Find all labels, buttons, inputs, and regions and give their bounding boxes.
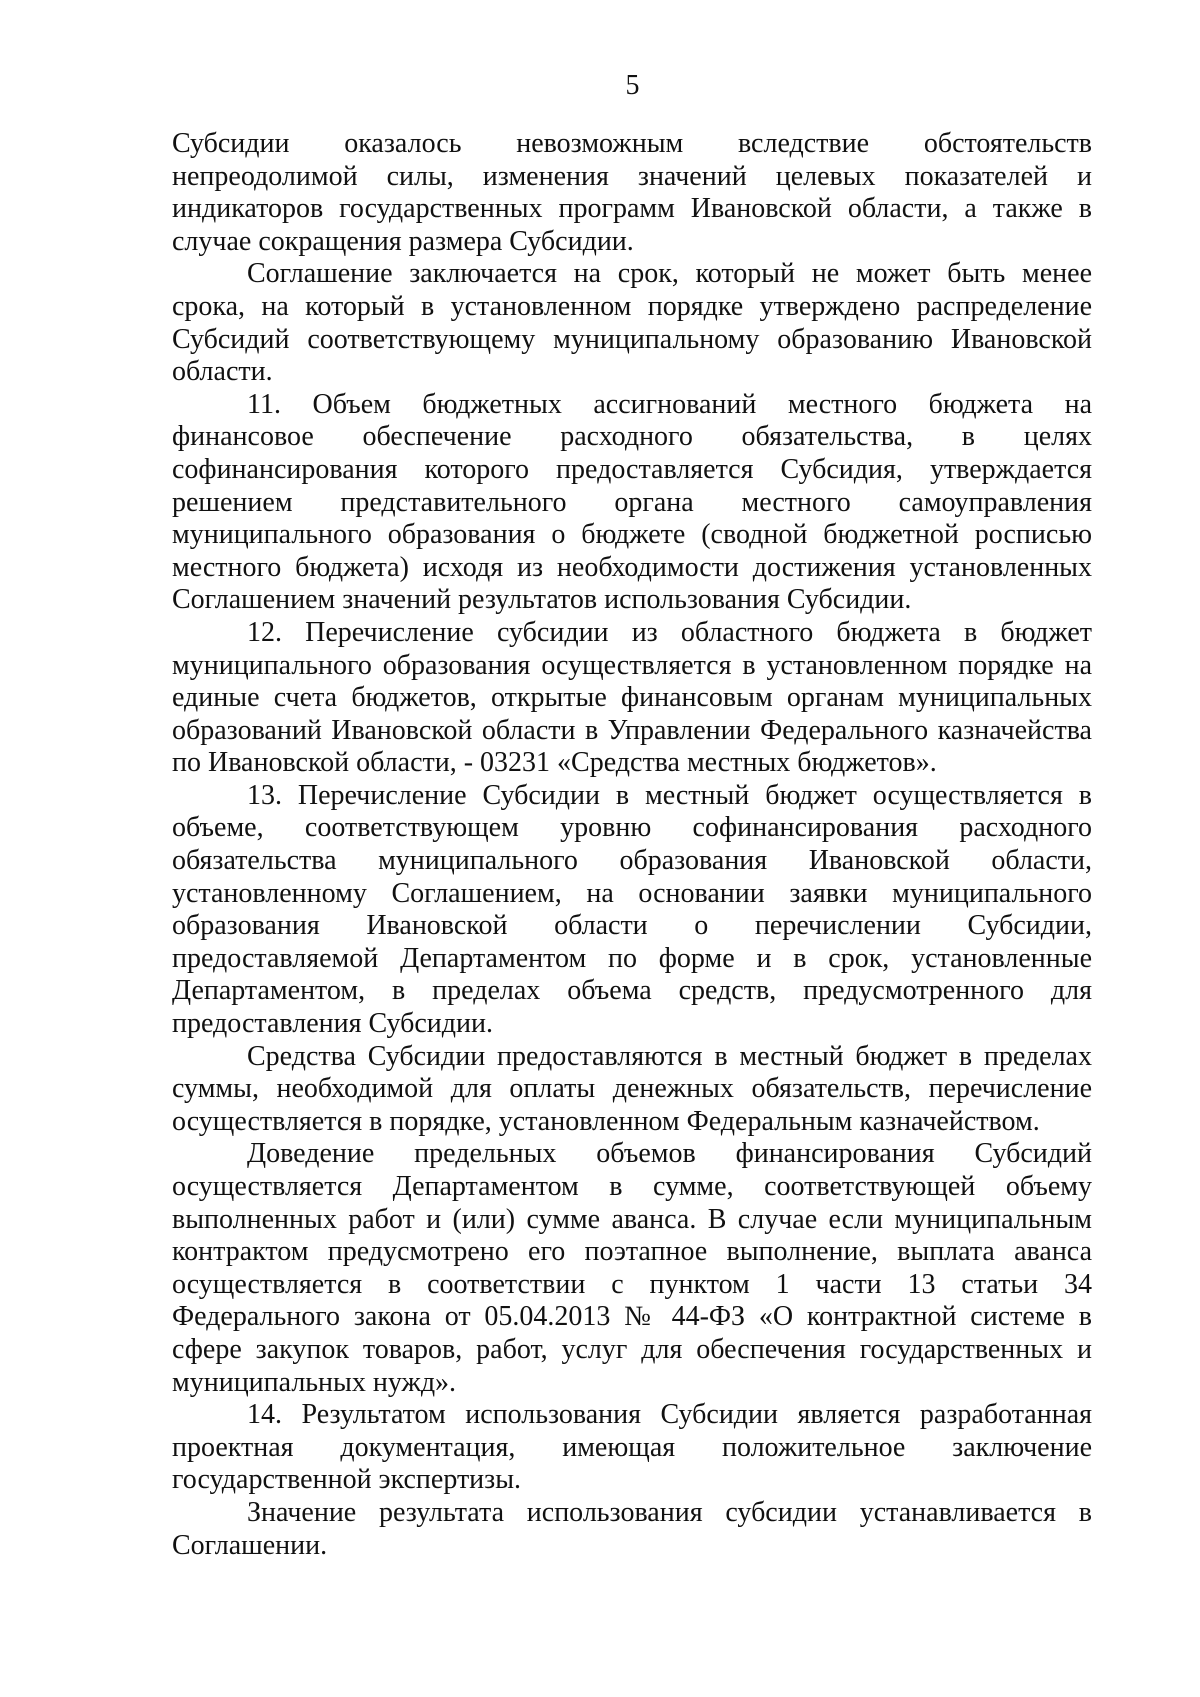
paragraph-clause-12: 12. Перечисление субсидии из областного бюджета в бюджет муниципального образования осуществляется в установленном порядке на единые счета бюджетов, открытые финансовым органам муниципальных образований Ивановской области в Управлении Федерального казначейства по Ивановской области, - 03231 «Средства местных бюджетов». (172, 616, 1092, 779)
paragraph-agreement-term: Соглашение заключается на срок, который не может быть менее срока, на который в установленном порядке утверждено распределение Субсидий соответствующему муниципальному образованию Ивановской области. (172, 258, 1092, 388)
paragraph-clause-13: 13. Перечисление Субсидии в местный бюджет осуществляется в объеме, соответствующем уровню софинансирования расходного обязательства муниципального образования Ивановской области, установленному Соглашением, на основании заявки муниципального образования Ивановской области о перечислении Субсидии, предоставляемой Департаментом по форме и в срок, установленные Департаментом, в пределах объема средств, предусмотренного для предоставления Субсидии. (172, 779, 1092, 1040)
paragraph-continuation: Субсидии оказалось невозможным вследствие обстоятельств непреодолимой силы, изменения значений целевых показателей и индикаторов государственных программ Ивановской области, а также в случае сокращения размера Субсидии. (172, 128, 1092, 257)
paragraph-subsidy-funds: Средства Субсидии предоставляются в местный бюджет в пределах суммы, необходимой для оплаты денежных обязательств, перечисление осуществляется в порядке, установленном Федеральным казначейством. (172, 1040, 1092, 1137)
paragraph-result-value: Значение результата использования субсидии устанавливается в Соглашении. (172, 1496, 1092, 1561)
paragraph-clause-14: 14. Результатом использования Субсидии является разработанная проектная документация, имеющая положительное заключение государственной экспертизы. (172, 1399, 1092, 1496)
page-number: 5 (625, 70, 640, 101)
paragraph-funding-limits: Доведение предельных объемов финансирования Субсидий осуществляется Департаментом в сумме, соответствующей объему выполненных работ и (или) сумме аванса. В случае если муниципальным контрактом предусмотрено его поэтапное выполнение, выплата аванса осуществляется в соответствии с пунктом 1 части 13 статьи 34 Федерального закона от 05.04.2013 № 44-ФЗ «О контрактной системе в сфере закупок товаров, работ, услуг для обеспечения государственных и муниципальных нужд». (172, 1138, 1092, 1398)
paragraph-clause-11: 11. Объем бюджетных ассигнований местного бюджета на финансовое обеспечение расходного обязательства, в целях софинансирования которого предоставляется Субсидия, утверждается решением представительного органа местного самоуправления муниципального образования о бюджете (сводной бюджетной росписью местного бюджета) исходя из необходимости достижения установленных Соглашением значений результатов использования Субсидии. (172, 388, 1092, 616)
document-body (172, 128, 1092, 1562)
